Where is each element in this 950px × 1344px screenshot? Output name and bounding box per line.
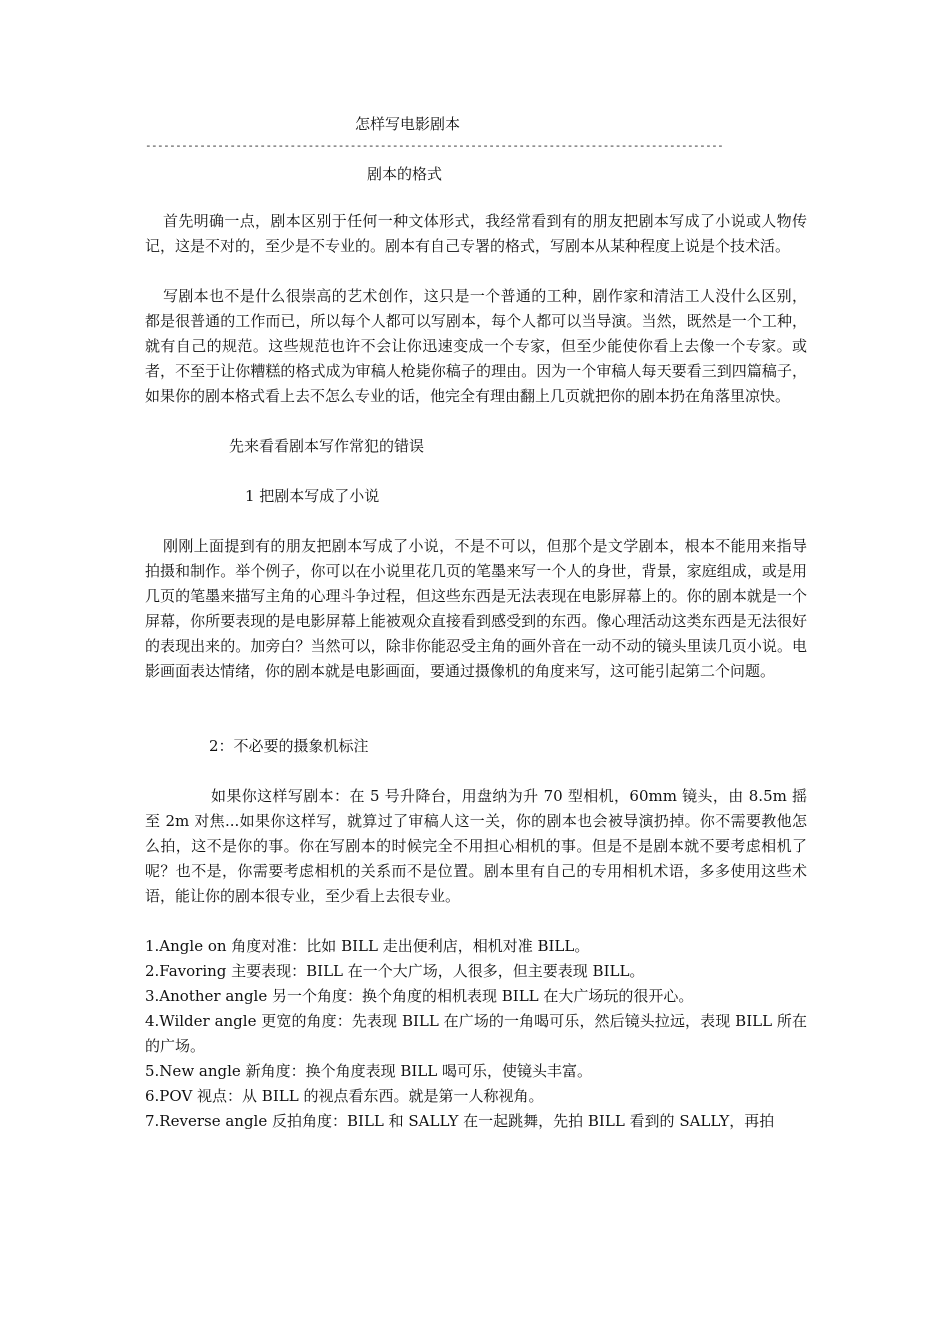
list-item: 4.Wilder angle 更宽的角度：先表现 BILL 在广场的一角喝可乐，然后镜头拉远，表现 BILL 所在的广场。 (145, 1012, 807, 1055)
section-subtitle: 剧本的格式 (367, 165, 443, 183)
heading-error-2: 2：不必要的摄象机标注 (209, 737, 369, 755)
list-item: 1.Angle on 角度对准：比如 BILL 走出便利店，相机对准 BILL。 (145, 937, 590, 955)
list-item: 2.Favoring 主要表现：BILL 在一个大广场，人很多，但主要表现 BILL。 (145, 962, 645, 980)
paragraph-camera: 如果你这样写剧本：在 5 号升降台，用盘纳为升 70 型相机，60mm 镜头，由 8.5m 摇至 2m 对焦...如果你这样写，就算过了审稿人这一关，你的剧本也会被导演扔掉。你不需要教他怎么拍，这不是你的事。你在写剧本的时候完全不用担心相机的事。但是不是剧本就不要考虑相机了呢？也不是，你需要考虑相机的关系而不是位置。剧本里有自己的专用相机术语，多多使用这些术语，能让你的剧本很专业，至少看上去很专业。 (145, 787, 807, 905)
heading-error-1: 1 把剧本写成了小说 (245, 487, 380, 505)
document-body (145, 112, 807, 1134)
list-item: 6.POV 视点：从 BILL 的视点看东西。就是第一人称视角。 (145, 1087, 544, 1105)
list-item: 3.Another angle 另一个角度：换个角度的相机表现 BILL 在大广场玩的很开心。 (145, 987, 694, 1005)
list-item: 5.New angle 新角度：换个角度表现 BILL 喝可乐，使镜头丰富。 (145, 1062, 592, 1080)
list-item: 7.Reverse angle 反拍角度：BILL 和 SALLY 在一起跳舞，先拍 BILL 看到的 SALLY，再拍 (145, 1112, 775, 1130)
paragraph-craft: 写剧本也不是什么很崇高的艺术创作，这只是一个普通的工种，剧作家和清洁工人没什么区别，都是很普通的工作而已，所以每个人都可以写剧本，每个人都可以当导演。当然，既然是一个工种，就有自己的规范。这些规范也许不会让你迅速变成一个专家，但至少能使你看上去像一个专家。或者，不至于让你糟糕的格式成为审稿人枪毙你稿子的理由。因为一个审稿人每天要看三到四篇稿子，如果你的剧本格式看上去不怎么专业的话，他完全有理由翻上几页就把你的剧本扔在角落里凉快。 (145, 287, 807, 405)
heading-common-errors: 先来看看剧本写作常犯的错误 (229, 437, 425, 455)
document-title: 怎样写电影剧本 (355, 115, 461, 133)
paragraph-novel: 刚刚上面提到有的朋友把剧本写成了小说，不是不可以，但那个是文学剧本，根本不能用来指导拍摄和制作。举个例子，你可以在小说里花几页的笔墨来写一个人的身世，背景，家庭组成，或是用几页的笔墨来描写主角的心理斗争过程，但这些东西是无法表现在电影屏幕上的。你的剧本就是一个屏幕，你所要表现的是电影屏幕上能被观众直接看到感受到的东西。像心理活动这类东西是无法很好的表现出来的。加旁白？当然可以，除非你能忍受主角的画外音在一动不动的镜头里读几页小说。电影画面表达情绪，你的剧本就是电影画面，要通过摄像机的角度来写，这可能引起第二个问题。 (145, 537, 807, 680)
camera-terms-list (145, 934, 807, 1134)
separator-rule: ------------------------------------------------------------------------------------------------ (145, 139, 724, 152)
paragraph-intro: 首先明确一点，剧本区别于任何一种文体形式，我经常看到有的朋友把剧本写成了小说或人物传记，这是不对的，至少是不专业的。剧本有自己专署的格式，写剧本从某种程度上说是个技术活。 (145, 212, 807, 255)
